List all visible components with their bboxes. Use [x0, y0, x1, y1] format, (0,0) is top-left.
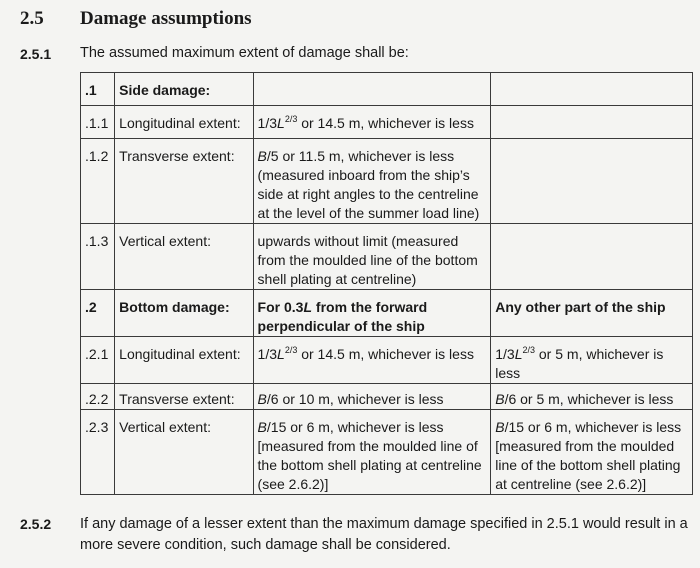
cell-value: $1/3L^{2/3}$ or 5 m, whichever is less — [491, 337, 693, 384]
cell-side-damage-label: Side damage: — [115, 73, 253, 106]
cell-forward-header: For 0.3L from the forward perpendicular of the ship — [253, 290, 491, 337]
cell-empty — [491, 224, 693, 290]
clause-text-251: The assumed maximum extent of damage shall be: — [80, 45, 409, 61]
cell-label: Longitudinal extent: — [115, 337, 253, 384]
cell-empty — [253, 73, 491, 106]
cell-value: B/15 or 6 m, whichever is less [measured from the moulded line of the bottom shell plating at centreline (see 2.6.2)] — [491, 410, 693, 495]
cell-label: Vertical extent: — [115, 224, 253, 290]
cell-label: Longitudinal extent: — [115, 106, 253, 139]
cell-empty — [491, 73, 693, 106]
cell-index: .2.3 — [81, 410, 115, 495]
table-row — [81, 106, 693, 139]
cell-index: .1.2 — [81, 139, 115, 224]
table-row-side-header — [81, 73, 693, 106]
cell-empty — [491, 139, 693, 224]
cell-empty — [491, 106, 693, 139]
cell-label: Vertical extent: — [115, 410, 253, 495]
cell-index: .1.1 — [81, 106, 115, 139]
cell-index: .2 — [81, 290, 115, 337]
section-number: 2.5 — [20, 8, 44, 29]
cell-label: Transverse extent: — [115, 384, 253, 410]
table-row — [81, 224, 693, 290]
clause-number-251: 2.5.1 — [20, 46, 52, 62]
table-row — [81, 410, 693, 495]
cell-index: .2.2 — [81, 384, 115, 410]
table-row — [81, 139, 693, 224]
clause-text-252: If any damage of a lesser extent than the maximum damage specified in 2.5.1 would result in a more severe condition, such damage shall be considered. — [80, 516, 688, 553]
cell-bottom-damage-label: Bottom damage: — [115, 290, 253, 337]
table-row-bottom-header — [81, 290, 693, 337]
cell-value: B/15 or 6 m, whichever is less [measured from the moulded line of the bottom shell plating at centreline (see 2.6.2)] — [253, 410, 491, 495]
cell-value: upwards without limit (measured from the moulded line of the bottom shell plating at centreline) — [253, 224, 491, 290]
table-row — [81, 337, 693, 384]
section-title: Damage assumptions — [80, 8, 252, 29]
cell-value: B/6 or 10 m, whichever is less — [253, 384, 491, 410]
cell-index: .1.3 — [81, 224, 115, 290]
cell-value: $1/3L^{2/3}$ or 14.5 m, whichever is less — [253, 337, 491, 384]
cell-value: B/5 or 11.5 m, whichever is less (measured inboard from the ship’s side at right angles to the centreline at the level of the summer load line) — [253, 139, 491, 224]
cell-label: Transverse extent: — [115, 139, 253, 224]
cell-value: $1/3L^{2/3}$ or 14.5 m, whichever is less — [253, 106, 491, 139]
table-row — [81, 384, 693, 410]
cell-index: .1 — [81, 73, 115, 106]
cell-other-header: Any other part of the ship — [491, 290, 693, 337]
damage-table — [80, 72, 693, 495]
cell-value: B/6 or 5 m, whichever is less — [491, 384, 693, 410]
clause-number-252: 2.5.2 — [20, 516, 52, 532]
cell-index: .2.1 — [81, 337, 115, 384]
